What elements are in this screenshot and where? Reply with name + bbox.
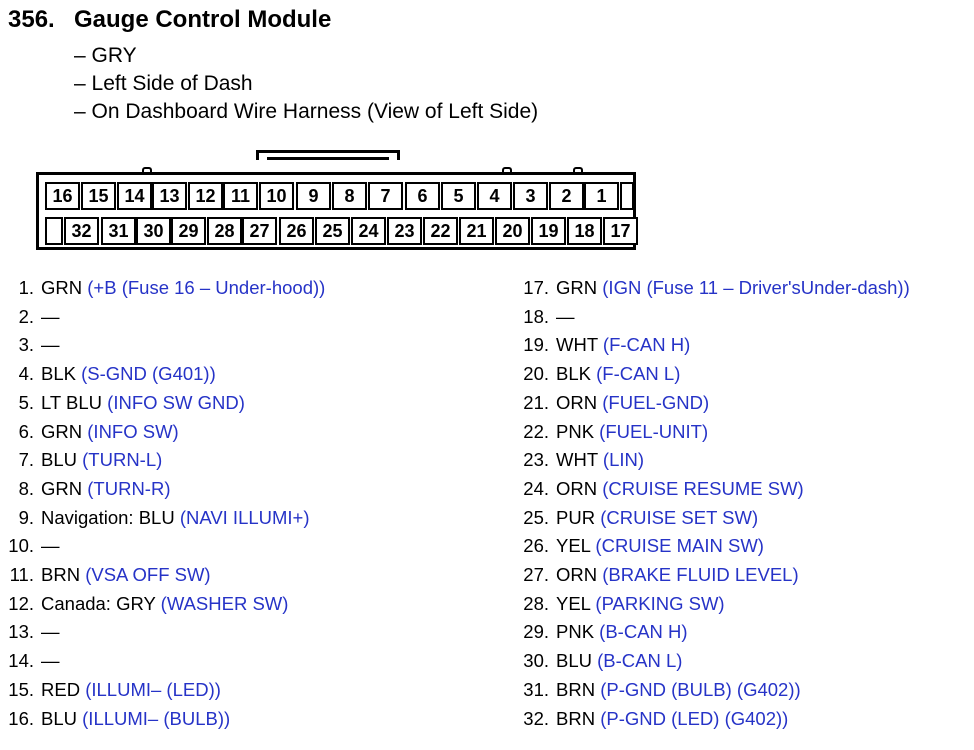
pin-number: 20. <box>523 363 549 385</box>
circuit-description: (FUEL-UNIT) <box>594 420 709 442</box>
pin-number: 17. <box>523 277 549 298</box>
circuit-description: (TURN-L) <box>77 449 163 471</box>
pin-row <box>2 305 60 329</box>
pin-number: 9. <box>18 506 34 528</box>
connector-pin-cell: 15 <box>81 182 116 210</box>
connector-pin-cell: 29 <box>171 217 206 245</box>
detail-location: – Left Side of Dash <box>74 72 253 95</box>
connector-pin-cell: 25 <box>315 217 350 245</box>
pin-number: 31. <box>523 678 549 700</box>
wire-color: BLU <box>41 707 77 729</box>
connector-pin-cell: 14 <box>117 182 152 210</box>
wire-color: PNK <box>556 420 595 442</box>
connector-blank-cell <box>45 217 63 245</box>
wire-color: GRN <box>41 477 83 499</box>
pin-row <box>2 391 245 415</box>
wire-color: YEL <box>556 592 591 614</box>
wire-color: — <box>41 621 60 643</box>
connector-pin-cell: 3 <box>513 182 548 210</box>
pin-number: 13. <box>8 621 34 643</box>
connector-pin-cell: 31 <box>101 217 136 245</box>
connector-pin-cell: 4 <box>477 182 512 210</box>
circuit-description: (ILLUMI– (LED)) <box>80 678 221 700</box>
pin-row <box>2 506 310 530</box>
wire-color: WHT <box>556 449 598 471</box>
circuit-description: (ILLUMI– (BULB)) <box>77 707 231 729</box>
connector-pin-cell: 24 <box>351 217 386 245</box>
connector-blank-cell <box>620 182 634 210</box>
connector-pin-cell: 7 <box>368 182 403 210</box>
wire-color: PUR <box>556 506 596 528</box>
connector-pin-cell: 18 <box>567 217 602 245</box>
pin-row <box>2 534 60 558</box>
circuit-description: (TURN-R) <box>82 477 171 499</box>
wire-color: — <box>556 305 575 327</box>
pin-row <box>2 362 216 386</box>
circuit-description: (F-CAN L) <box>590 363 681 385</box>
pin-row <box>511 305 575 329</box>
pin-number: 7. <box>18 449 34 471</box>
pin-row <box>511 420 708 444</box>
circuit-description: (B-CAN H) <box>594 621 688 643</box>
circuit-description: (B-CAN L) <box>592 650 683 672</box>
pin-number: 28. <box>523 592 549 614</box>
pin-row <box>511 534 764 558</box>
pin-row <box>511 707 788 731</box>
pin-row <box>511 563 799 587</box>
connector-pin-cell: 11 <box>223 182 258 210</box>
circuit-description: (P-GND (BULB) (G402)) <box>595 678 801 700</box>
connector-pin-cell: 20 <box>495 217 530 245</box>
pin-row <box>2 333 60 357</box>
connector-pin-cell: 12 <box>188 182 223 210</box>
wire-color: ORN <box>556 391 598 413</box>
pin-row <box>2 592 288 616</box>
pin-number: 10. <box>8 535 34 557</box>
circuit-description: (PARKING SW) <box>590 592 725 614</box>
pin-number: 8. <box>18 477 34 499</box>
wire-color: LT BLU <box>41 391 103 413</box>
wire-color: YEL <box>556 535 591 557</box>
connector-pin-cell: 6 <box>405 182 440 210</box>
circuit-description: (INFO SW) <box>82 420 179 442</box>
wire-color: GRN <box>41 420 83 442</box>
wire-color: WHT <box>556 334 598 356</box>
connector-pin-cell: 10 <box>259 182 294 210</box>
pin-number: 26. <box>523 535 549 557</box>
connector-pin-cell: 16 <box>45 182 80 210</box>
pin-row <box>511 391 709 415</box>
wire-color: — <box>41 334 60 356</box>
pin-number: 16. <box>8 707 34 729</box>
pin-row <box>2 448 162 472</box>
wire-color: GRN <box>556 277 598 298</box>
pin-row <box>2 420 179 444</box>
pin-row <box>2 563 211 587</box>
detail-color: – GRY <box>74 44 137 67</box>
title-text: Gauge Control Module <box>74 6 332 33</box>
pin-row <box>2 707 230 731</box>
pin-number: 19. <box>523 334 549 356</box>
pin-number: 12. <box>8 592 34 614</box>
pin-row <box>2 620 60 644</box>
circuit-description: (WASHER SW) <box>155 592 289 614</box>
pin-row <box>511 276 910 300</box>
detail-harness: – On Dashboard Wire Harness (View of Left Side) <box>74 100 539 123</box>
connector-pin-cell: 26 <box>279 217 314 245</box>
circuit-description: (+B (Fuse 16 – Under-hood)) <box>82 277 326 298</box>
circuit-description: (IGN (Fuse 11 – Driver'sUnder-dash)) <box>597 277 910 298</box>
pin-number: 32. <box>523 707 549 729</box>
wire-color: BLU <box>556 650 592 672</box>
pin-number: 15. <box>8 678 34 700</box>
pin-number: 1. <box>18 277 34 298</box>
connector-pin-cell: 17 <box>603 217 638 245</box>
wire-color: Navigation: BLU <box>41 506 175 528</box>
pin-number: 27. <box>523 564 549 585</box>
connector-lock-tab <box>256 150 400 160</box>
pin-number: 25. <box>523 506 549 528</box>
pin-number: 24. <box>523 477 549 499</box>
circuit-description: (CRUISE MAIN SW) <box>590 535 764 557</box>
connector-pin-cell: 13 <box>152 182 187 210</box>
circuit-description: (BRAKE FLUID LEVEL) <box>597 564 799 585</box>
circuit-description: (CRUISE SET SW) <box>595 506 759 528</box>
connector-pin-cell: 30 <box>136 217 171 245</box>
pin-number: 14. <box>8 650 34 672</box>
pin-row <box>511 620 688 644</box>
pin-row <box>511 649 682 673</box>
connector-pin-cell: 9 <box>296 182 331 210</box>
wire-color: RED <box>41 678 81 700</box>
pin-number: 29. <box>523 621 549 643</box>
pin-row <box>511 506 758 530</box>
pin-number: 4. <box>18 363 34 385</box>
wire-color: — <box>41 535 60 557</box>
connector-pin-cell: 21 <box>459 217 494 245</box>
circuit-description: (F-CAN H) <box>597 334 691 356</box>
section-number: 356. <box>8 6 55 33</box>
pin-row <box>2 678 221 702</box>
wire-color: GRN <box>41 277 83 298</box>
circuit-description: (NAVI ILLUMI+) <box>174 506 310 528</box>
page-title <box>8 6 331 34</box>
circuit-description: (CRUISE RESUME SW) <box>597 477 804 499</box>
pin-row <box>511 678 801 702</box>
connector-pin-cell: 32 <box>64 217 99 245</box>
wire-color: BRN <box>556 707 596 729</box>
wire-color: BLU <box>41 449 77 471</box>
pin-number: 22. <box>523 420 549 442</box>
circuit-description: (FUEL-GND) <box>597 391 710 413</box>
wire-color: — <box>41 650 60 672</box>
connector-pin-cell: 23 <box>387 217 422 245</box>
circuit-description: (VSA OFF SW) <box>80 564 211 585</box>
circuit-description: (LIN) <box>597 449 645 471</box>
pin-number: 2. <box>18 305 34 327</box>
wire-color: BLK <box>41 363 76 385</box>
pin-row <box>511 362 680 386</box>
connector-pin-cell: 5 <box>441 182 476 210</box>
wire-color: — <box>41 305 60 327</box>
connector-face <box>36 172 636 250</box>
wire-color: BRN <box>556 678 596 700</box>
pin-number: 30. <box>523 650 549 672</box>
connector-pin-cell: 19 <box>531 217 566 245</box>
pin-number: 23. <box>523 449 549 471</box>
connector-pin-cell: 2 <box>549 182 584 210</box>
connector-pin-cell: 27 <box>242 217 277 245</box>
pin-row <box>2 649 60 673</box>
wire-color: BRN <box>41 564 81 585</box>
pin-number: 6. <box>18 420 34 442</box>
connector-pin-cell: 8 <box>332 182 367 210</box>
pin-number: 3. <box>18 334 34 356</box>
circuit-description: (INFO SW GND) <box>102 391 245 413</box>
connector-pin-cell: 22 <box>423 217 458 245</box>
pin-number: 11. <box>9 564 34 585</box>
connector-pin-cell: 1 <box>584 182 619 210</box>
pin-number: 21. <box>523 391 549 413</box>
circuit-description: (P-GND (LED) (G402)) <box>595 707 789 729</box>
wire-color: BLK <box>556 363 591 385</box>
pin-number: 5. <box>18 391 34 413</box>
wire-color: Canada: GRY <box>41 592 156 614</box>
connector-pin-cell: 28 <box>207 217 242 245</box>
pin-row <box>2 276 325 300</box>
pin-row <box>511 448 644 472</box>
wire-color: ORN <box>556 564 598 585</box>
pin-row <box>2 477 171 501</box>
pin-number: 18. <box>523 305 549 327</box>
pin-row <box>511 477 804 501</box>
pin-row <box>511 333 690 357</box>
pin-row <box>511 592 725 616</box>
wire-color: PNK <box>556 621 595 643</box>
wire-color: ORN <box>556 477 598 499</box>
circuit-description: (S-GND (G401)) <box>75 363 216 385</box>
